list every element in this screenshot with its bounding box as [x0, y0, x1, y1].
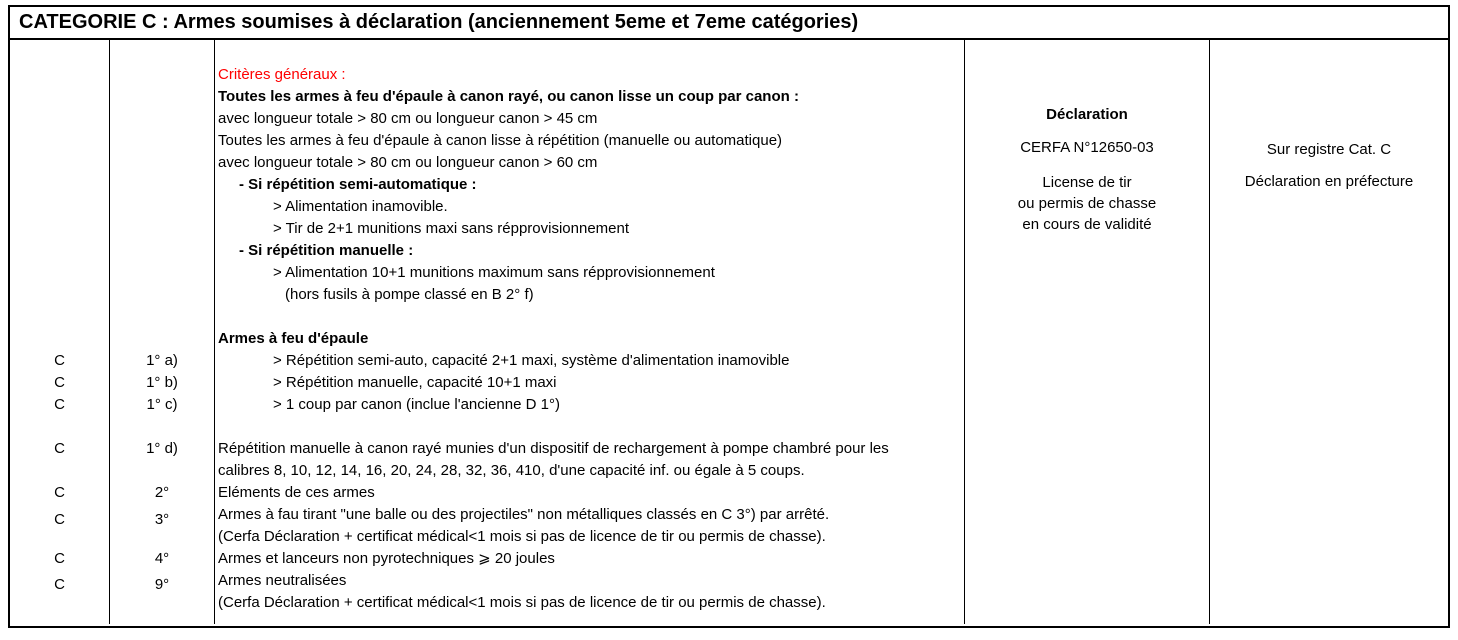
category-cell: C	[54, 576, 65, 593]
spacer-line	[215, 416, 964, 438]
criteria-line: Armes à fau tirant "une balle ou des projectiles" non métalliques classés en C 3°) par arrêté.	[218, 506, 830, 523]
criteria-line: > Alimentation inamovible.	[273, 198, 448, 215]
category-cell: C	[54, 374, 65, 391]
column-category	[10, 40, 110, 624]
license-line: en cours de validité	[1022, 216, 1152, 233]
criteria-line: (hors fusils à pompe classé en B 2° f)	[285, 286, 534, 303]
item-number-cell: 1° b)	[146, 374, 178, 391]
item-number-cell: 3°	[154, 511, 170, 528]
item-number-cell: 4°	[154, 550, 170, 567]
criteria-line: > Alimentation 10+1 munitions maximum sans répprovisionnement	[273, 264, 715, 281]
category-cell: C	[54, 440, 65, 457]
criteria-line: Eléments de ces armes	[218, 484, 375, 501]
registry-register: Sur registre Cat. C	[1266, 141, 1392, 158]
declaration-heading: Déclaration	[1046, 106, 1128, 123]
category-cell: C	[54, 352, 65, 369]
criteria-line: Toutes les armes à feu d'épaule à canon lisse à répétition (manuelle ou automatique)	[218, 132, 783, 149]
item-number-cell: 1° c)	[146, 396, 178, 413]
category-cell: C	[54, 396, 65, 413]
criteria-line: - Si répétition manuelle :	[239, 242, 414, 259]
section-heading: Armes à feu d'épaule	[218, 330, 369, 347]
table-title: CATEGORIE C : Armes soumises à déclaration (anciennement 5eme et 7eme catégories)	[10, 7, 1448, 40]
criteria-line: avec longueur totale > 80 cm ou longueur canon > 45 cm	[218, 110, 598, 127]
column-registry	[1210, 40, 1448, 624]
cerfa-number: CERFA N°12650-03	[1020, 139, 1154, 156]
column-declaration	[965, 40, 1210, 624]
spacer-line	[215, 306, 964, 328]
item-number-cell: 9°	[154, 576, 170, 593]
category-cell: C	[54, 550, 65, 567]
category-cell: C	[54, 511, 65, 528]
category-c-table	[8, 5, 1450, 628]
license-line: ou permis de chasse	[1017, 195, 1157, 212]
item-number-cell: 1° d)	[146, 440, 178, 457]
item-number-cell: 1° a)	[146, 352, 178, 369]
criteria-line: (Cerfa Déclaration + certificat médical<1 mois si pas de licence de tir ou permis de chasse).	[218, 594, 826, 611]
criteria-line: > Répétition manuelle, capacité 10+1 maxi	[273, 374, 557, 391]
item-number-cell: 2°	[154, 484, 170, 501]
criteria-line: Toutes les armes à feu d'épaule à canon rayé, ou canon lisse un coup par canon :	[218, 88, 799, 105]
criteria-line: > Répétition semi-auto, capacité 2+1 maxi, système d'alimentation inamovible	[273, 352, 790, 369]
column-item-number	[110, 40, 215, 624]
criteria-line: > Tir de 2+1 munitions maxi sans répprovisionnement	[273, 220, 630, 237]
criteria-line: calibres 8, 10, 12, 14, 16, 20, 24, 28, 32, 36, 410, d'une capacité inf. ou égale à 5 coups.	[218, 462, 805, 479]
criteria-heading: Critères généraux :	[218, 66, 346, 83]
criteria-line: Répétition manuelle à canon rayé munies d'un dispositif de rechargement à pompe chambré pour les	[218, 440, 889, 457]
criteria-line: > 1 coup par canon (inclue l'ancienne D 1°)	[273, 396, 560, 413]
license-requirement	[965, 172, 1209, 235]
category-cell: C	[54, 484, 65, 501]
criteria-line: (Cerfa Déclaration + certificat médical<1 mois si pas de licence de tir ou permis de chasse).	[218, 528, 826, 545]
registry-prefecture: Déclaration en préfecture	[1244, 173, 1414, 190]
column-description	[215, 40, 965, 624]
criteria-line: Armes et lanceurs non pyrotechniques ⩾ 20 joules	[218, 550, 555, 567]
license-line: License de tir	[1042, 174, 1132, 191]
criteria-line: avec longueur totale > 80 cm ou longueur canon > 60 cm	[218, 154, 598, 171]
criteria-line: Armes neutralisées	[218, 572, 347, 589]
table-body	[10, 40, 1448, 624]
criteria-line: - Si répétition semi-automatique :	[239, 176, 477, 193]
